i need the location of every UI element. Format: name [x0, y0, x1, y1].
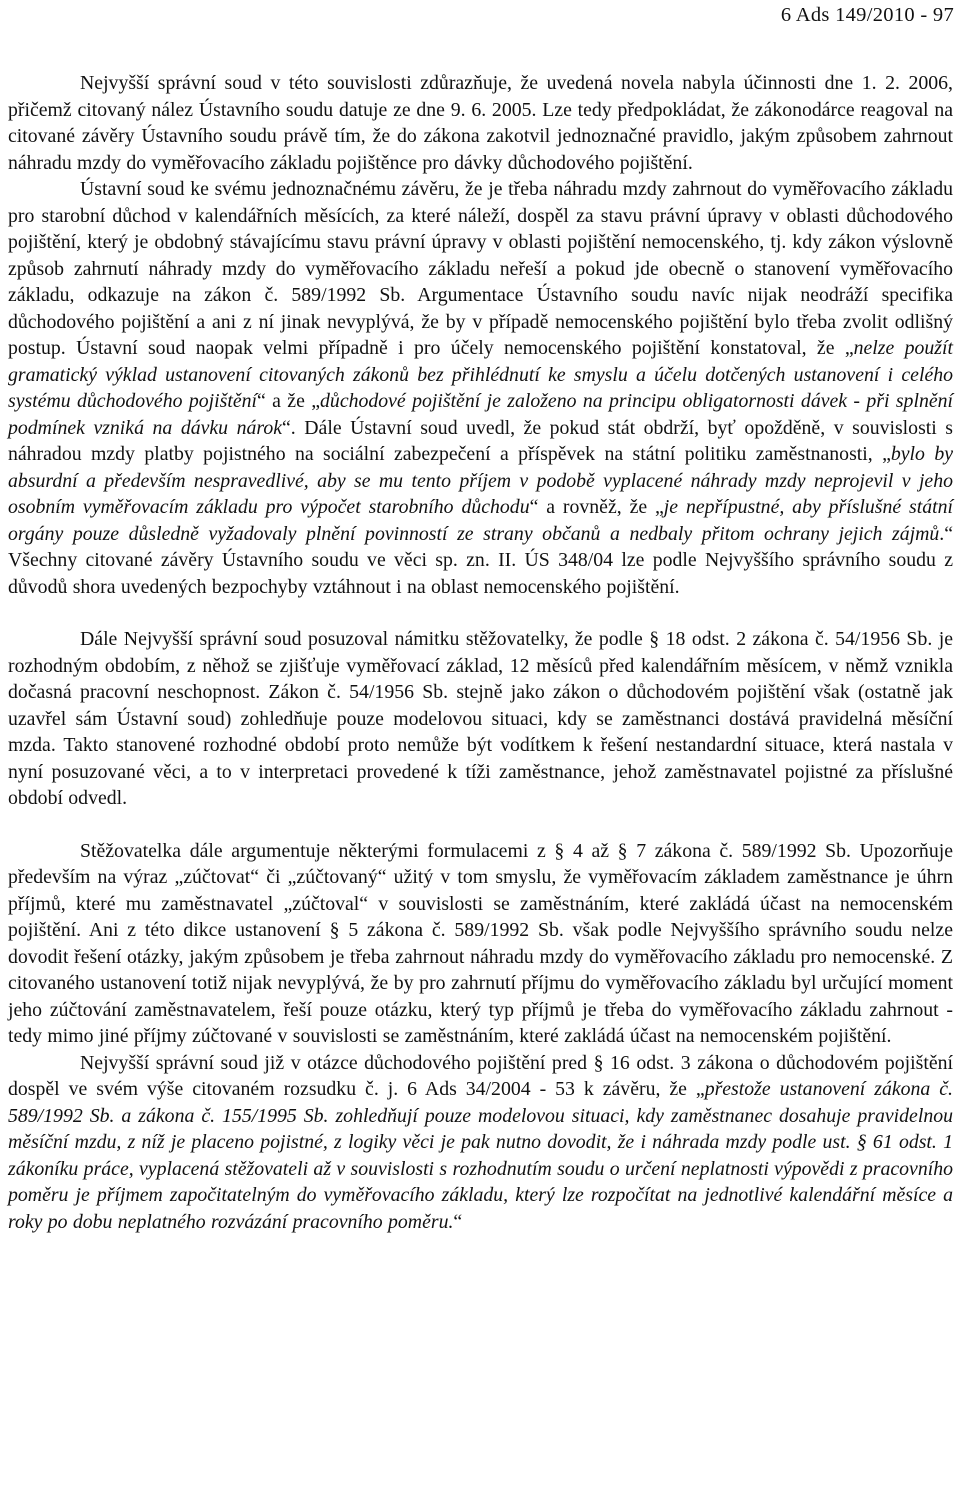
case-reference-header: 6 Ads 149/2010 - 97: [780, 4, 954, 26]
paragraph-5-text-c: “: [453, 1210, 463, 1233]
paragraph-2-text-c: “ a že „: [256, 390, 321, 412]
paragraph-5-text-a: Nejvyšší správní soud již v otázce důchodového pojištění pred § 16 odst. 3 zákona o důchodovém pojištění dospěl ve svém výše citovaném rozsudku č. j. 6 Ads 34/2004 - 53 k závěru, že „: [8, 1051, 953, 1100]
document-body: [8, 70, 953, 1235]
quotation-italic-3: bylo by absurdní a především nespravedlivé, aby se mu tento příjem v podobě vyplacené náhrady mzdy neprojevil v jeho osobním vyměřovacím základu pro výpočet starobního důchodu: [8, 443, 953, 518]
paragraph-4: [8, 838, 953, 1050]
paragraph-2-text-g: “ a rovněž, že „: [529, 496, 664, 518]
paragraph-2-text-e: “. Dále Ústavní soud uvedl, že pokud stát obdrží, byť opožděně, v souvislosti s náhradou mzdy platby pojistného na sociální zabezpečení a příspěvek na státní politiku zaměstnanosti, „: [8, 416, 953, 465]
paragraph-2-text-i: .“ Všechny citované závěry Ústavního soudu ve věci sp. zn. II. ÚS 348/04 lze podle Nejvyššího správního soudu z důvodů shora uvedených bezpochyby vztáhnout i na oblast nemocenského pojištění.: [8, 522, 953, 598]
paragraph-2: [8, 176, 953, 600]
paragraph-1-text: Nejvyšší správní soud v této souvislosti zdůrazňuje, že uvedená novela nabyla účinnosti dne 1. 2. 2006, přičemž citovaný nález Ústavního soudu datuje ze dne 9. 6. 2005. Lze tedy předpokládat, že zákonodárce reagoval na citované závěry Ústavního soudu právě tím, že do zákona zakotvil jednoznačné pravidlo, jakým způsobem zahrnout náhradu mzdy do vyměřovacího základu pojištěnce pro dávky důchodového pojištění.: [8, 72, 953, 174]
quotation-italic-4: je nepřípustné, aby příslušné státní orgány pouze důsledně vyžadovaly plnění povinností ze strany občanů a nedbaly přitom ochrany jejich zájmů: [8, 496, 954, 545]
quotation-italic-1: nelze použít gramatický výklad ustanovení citovaných zákonů bez přihlédnutí ke smyslu a účelu dotčených ustanovení i celého systému důchodového pojištění: [8, 337, 953, 412]
paragraph-5: [8, 1050, 953, 1236]
paragraph-1: [8, 70, 953, 176]
paragraph-3: [8, 626, 953, 812]
paragraph-3-text: Dále Nejvyšší správní soud posuzoval námitku stěžovatelky, že podle § 18 odst. 2 zákona č. 54/1956 Sb. je rozhodným obdobím, z něhož se zjišťuje vyměřovací základ, 12 měsíců před kalendářním měsícem, v němž vznikla dočasná pracovní neschopnost. Zákon č. 54/1956 Sb. stejně jako zákon o důchodovém pojištění však (ostatně jak uzavřel sám Ústavní soud) zohledňuje pouze modelovou situaci, kdy se zaměstnanci dostává pravidelná měsíční mzda. Takto stanovené rozhodné období proto nemůže být vodítkem k řešení nestandardní situace, která nastala v nyní posuzované věci, a to v interpretaci provedené k tíži zaměstnance, jehož zaměstnavatel pojistné za příslušné období odvedl.: [8, 628, 953, 809]
quotation-italic-5: přestože ustanovení zákona č. 589/1992 Sb. a zákona č. 155/1995 Sb. zohledňují pouze modelovou situaci, kdy zaměstnanec dosahuje pravidelnou měsíční mzdu, z níž je placeno pojistné, z logiky věci je pak nutno dovodit, že i náhrada mzdy podle ust. § 61 odst. 1 zákoníku práce, vyplacená stěžovateli až v souvislosti s rozhodnutím soudu o určení neplatnosti výpovědi z pracovního poměru je příjmem započitatelným do vyměřovacího základu, který lze rozpočítat na jednotlivé kalendářní měsíce a roky po dobu neplatného rozvázání pracovního poměru.: [8, 1078, 953, 1233]
paragraph-2-text-a: Ústavní soud ke svému jednoznačnému závěru, že je třeba náhradu mzdy zahrnout do vyměřovacího základu pro starobní důchod v kalendářních měsících, za které náleží, dospěl za stavu právní úpravy v oblasti důchodového pojištění, který je obdobný stávajícímu stavu právní úpravy v oblasti pojištění nemocenského, tj. kdy zákon výslovně způsob zahrnutí náhrady mzdy do vyměřovacího základu neřeší a pokud jde obecně o stanovení vyměřovacího základu, odkazuje na zákon č. 589/1992 Sb. Argumentace Ústavního soudu navíc nijak neodráží specifika důchodového pojištění a ani z ní jinak nevyplývá, že by v případě nemocenského pojištění bylo třeba zvolit odlišný postup. Ústavní soud naopak velmi případně i pro účely nemocenského pojištění konstatoval, že „: [8, 178, 953, 359]
paragraph-4-text: Stěžovatelka dále argumentuje některými formulacemi z § 4 až § 7 zákona č. 589/1992 Sb. Upozorňuje především na výraz „zúčtovat“ či „zúčtovaný“ užitý v tom smyslu, že vyměřovacím základem zaměstnance je úhrn příjmů, které mu zaměstnavatel „zúčtoval“ v souvislosti se zaměstnáním, které zakládá účast na nemocenském pojištění. Ani z této dikce ustanovení § 5 zákona č. 589/1992 Sb. však podle Nejvyššího správního soudu nelze dovodit řešení otázky, jakým způsobem je třeba zahrnout náhradu mzdy do vyměřovacího základu pro nemocenské. Z citovaného ustanovení totiž nijak nevyplývá, že by pro zahrnutí příjmu do vyměřovacího základu byl určující moment jeho zúčtování zaměstnavatelem, řeší pouze otázku, který typ příjmů je třeba do vyměřovacího základu zahrnout - tedy mimo jiné příjmy zúčtované v souvislosti se zaměstnáním, které zakládá účast na nemocenském pojištění.: [8, 839, 953, 1047]
quotation-italic-2: důchodové pojištění je založeno na principu obligatornosti dávek - při splnění podmínek vzniká na dávku nárok: [8, 390, 954, 439]
